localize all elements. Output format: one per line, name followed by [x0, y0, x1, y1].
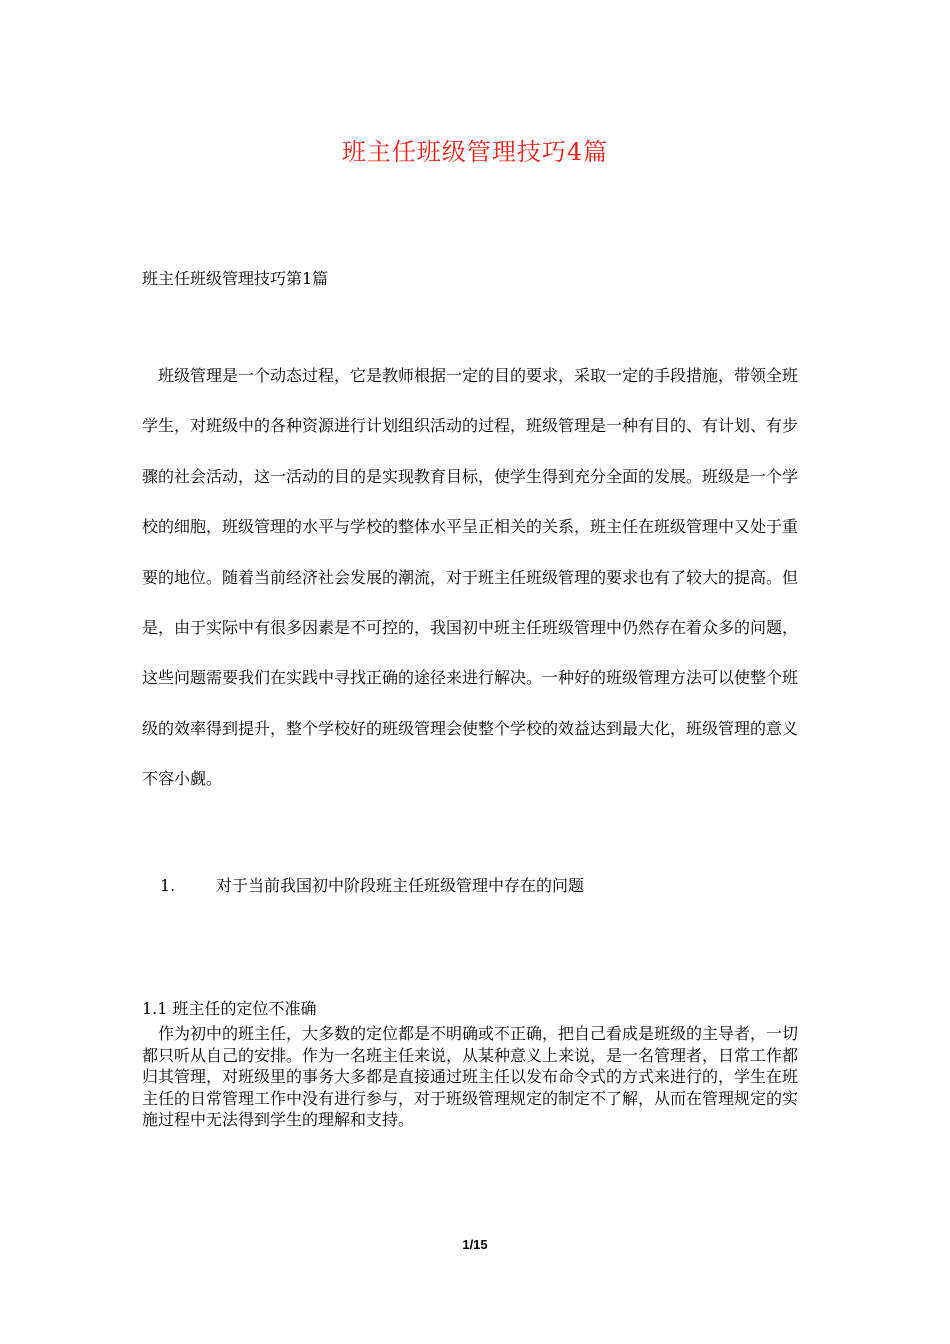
heading-1 — [160, 873, 584, 899]
body-paragraph-1: 班级管理是一个动态过程，它是教师根据一定的目的要求，采取一定的手段措施，带领全班学生，对班级中的各种资源进行计划组织活动的过程，班级管理是一种有目的、有计划、有步骤的社会活动，这一活动的目的是实现教育目标，使学生得到充分全面的发展。班级是一个学校的细胞，班级管理的水平与学校的整体水平呈正相关的关系，班主任在班级管理中又处于重要的地位。随着当前经济社会发展的潮流，对于班主任班级管理的要求也有了较大的提高。但是，由于实际中有很多因素是不可控的，我国初中班主任班级管理中仍然存在着众多的问题，这些问题需要我们在实践中寻找正确的途径来进行解决。一种好的班级管理方法可以使整个班级的效率得到提升，整个学校好的班级管理会使整个学校的效益达到最大化，班级管理的意义不容小觑。 — [142, 366, 799, 789]
body-paragraph-2: 作为初中的班主任，大多数的定位都是不明确或不正确，把自己看成是班级的主导者，一切都只听从自己的安排。作为一名班主任来说，从某种意义上来说，是一名管理者，日常工作都归其管理，对班级里的事务大多都是直接通过班主任以发布命令式的方式来进行的，学生在班主任的日常管理工作中没有进行参与，对于班级管理规定的制定不了解，从而在管理规定的实施过程中无法得到学生的理解和支持。 — [142, 1024, 799, 1129]
heading-1-text: 对于当前我国初中阶段班主任班级管理中存在的问题 — [216, 876, 585, 895]
page-number: 1/15 — [462, 1237, 488, 1252]
document-title: 班主任班级管理技巧4篇 — [341, 138, 609, 166]
subheading-1-1: 1.1 班主任的定位不准确 — [142, 999, 317, 1018]
section-title: 班主任班级管理技巧第1篇 — [142, 269, 329, 288]
heading-1-number: 1. — [160, 876, 176, 895]
